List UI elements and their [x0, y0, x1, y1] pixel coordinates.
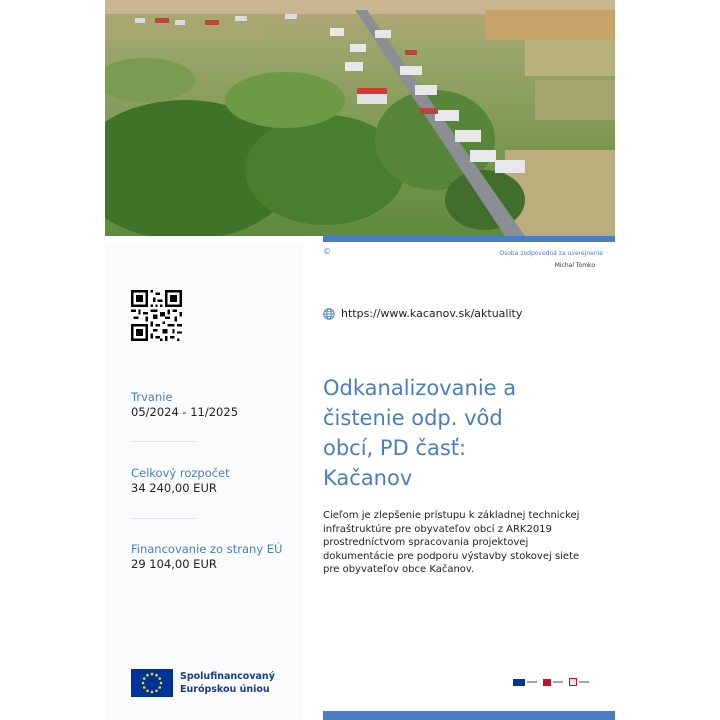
budget-value: 34 240,00 EUR	[131, 481, 217, 495]
description-line: infraštruktúre pre obyvateľov obcí z ARK2019	[323, 523, 552, 535]
partner-logos	[513, 678, 589, 686]
description-line: Cieľom je zlepšenie prístupu k základnej technickej	[323, 510, 580, 521]
globe-icon	[323, 308, 335, 320]
partner-logo	[569, 678, 589, 686]
description-line: pre obyvateľov obce Kačanov.	[323, 564, 475, 575]
eu-flag-icon	[131, 669, 173, 697]
duration-value: 05/2024 - 11/2025	[131, 405, 239, 419]
budget-label: Celkový rozpočet	[131, 466, 230, 480]
partner-logo	[513, 679, 537, 686]
divider	[131, 441, 195, 442]
eu-funding-label: Financovanie zo strany EÚ	[131, 542, 283, 556]
project-title-line: čistenie odp. vôd	[323, 406, 503, 430]
bottom-accent-bar	[323, 711, 615, 720]
qr-code[interactable]	[131, 290, 182, 341]
eu-cofunded-line: Európskou úniou	[180, 684, 270, 695]
partner-logo	[543, 679, 563, 686]
top-accent-bar	[323, 236, 615, 242]
eu-cofunded-text	[180, 670, 275, 696]
website-url[interactable]: https://www.kacanov.sk/aktuality	[341, 307, 523, 320]
project-title-line: Kačanov	[323, 466, 413, 490]
poster	[105, 0, 615, 720]
aerial-village-photo	[105, 0, 615, 236]
copyright-mark: ©	[323, 247, 331, 256]
responsible-person-label: Osoba zodpovedná za uverejnenie	[499, 250, 603, 257]
eu-cofunded-line: Spolufinancovaný	[180, 671, 275, 682]
eu-funding-value: 29 104,00 EUR	[131, 557, 217, 571]
project-title-line: obcí, PD časť:	[323, 436, 467, 460]
description-line: prostredníctvom spracovania projektovej	[323, 537, 529, 548]
project-description	[323, 509, 593, 577]
duration-label: Trvanie	[131, 390, 173, 404]
divider	[131, 518, 195, 519]
project-title	[323, 373, 583, 493]
project-title-line: Odkanalizovanie a	[323, 376, 517, 400]
website-link[interactable]	[323, 307, 522, 320]
responsible-person-name: Michal Tomko	[554, 262, 595, 269]
description-line: dokumentácie pre podporu výstavby stokovej siete	[323, 550, 580, 562]
